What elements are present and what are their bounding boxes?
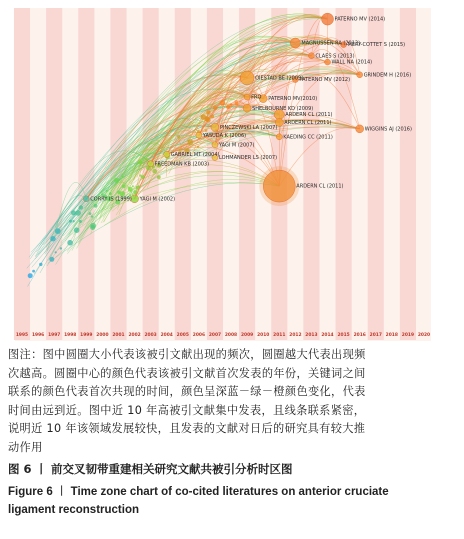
- year-tick-label: 2017: [369, 333, 382, 338]
- minor-node: [114, 178, 119, 183]
- node-label: YASUDA K (2006): [202, 132, 247, 139]
- figure-title-en-line: ligament reconstruction: [8, 504, 139, 516]
- year-tick-label: 2020: [417, 333, 431, 338]
- node-label: LOHMANDER LS (2007): [219, 155, 278, 162]
- node-label: MAGNUSSEN RA (2012): [301, 40, 361, 47]
- citation-node: [356, 125, 364, 133]
- node-label: CLAES S (2013): [315, 53, 355, 60]
- minor-node: [50, 236, 55, 241]
- year-tick-label: 2015: [337, 333, 350, 338]
- figure-note: [8, 346, 456, 458]
- year-tick-label: 2010: [257, 333, 270, 338]
- node-label: MERY-COTTET S (2015): [347, 42, 406, 49]
- year-tick-label: 2003: [144, 333, 157, 338]
- year-stripe: [78, 8, 94, 340]
- year-tick-label: 2014: [321, 333, 334, 338]
- year-tick-label: 2009: [240, 333, 254, 338]
- node-label: SHELBOURNE KD (2009): [252, 105, 314, 112]
- citation-node: [212, 142, 218, 148]
- minor-node: [90, 223, 96, 229]
- node-label: FREEDMAN KB (2003): [154, 161, 210, 168]
- citation-node: [83, 196, 89, 202]
- note-line: 联系的颜色代表首次共现的时间，颜色呈深蓝－绿－橙颜色变化，代表: [8, 385, 366, 399]
- minor-node: [55, 228, 61, 234]
- node-label: PATERNO MV(2010): [268, 96, 318, 103]
- minor-node: [32, 270, 35, 273]
- year-tick-label: 2016: [353, 333, 366, 338]
- year-tick-label: 2011: [273, 333, 286, 338]
- year-tick-label: 2001: [112, 333, 125, 338]
- note-line: 图注：图中圆圈大小代表该被引文献出现的频次，圆圈越大代表出现频: [8, 348, 366, 361]
- minor-node: [128, 187, 133, 192]
- minor-node: [205, 129, 208, 132]
- minor-node: [230, 103, 233, 106]
- minor-node: [139, 174, 141, 176]
- year-tick-label: 2004: [160, 333, 173, 338]
- node-label: ARDERN CL (2011): [296, 183, 344, 190]
- minor-node: [136, 186, 140, 190]
- node-label: KAEDING CC (2011): [283, 134, 333, 141]
- year-tick-label: 1995: [15, 333, 29, 338]
- year-tick-label: 2006: [192, 333, 206, 338]
- minor-node: [72, 220, 74, 222]
- citation-node: [244, 94, 250, 100]
- note-line: 时间由远到近。图中近 10 年高被引文献集中发表，且线条联系紧密，: [8, 403, 366, 417]
- citation-node: [276, 134, 282, 140]
- citation-node: [148, 161, 154, 167]
- note-line: 动作用: [8, 440, 43, 454]
- node-label: PATERNO MV (2014): [334, 16, 386, 23]
- minor-node: [79, 205, 83, 209]
- minor-node: [235, 101, 239, 105]
- minor-node: [94, 204, 98, 208]
- minor-node: [220, 100, 225, 105]
- citation-node: [164, 151, 170, 157]
- minor-node: [210, 115, 214, 119]
- minor-node: [152, 169, 157, 174]
- node-label: PINCZEWSKI LA (2007): [220, 124, 278, 131]
- minor-node: [91, 215, 93, 217]
- citation-node: [263, 170, 295, 202]
- note-line: 次越高。圆圈中心的颜色代表该被引文献首次发表的年份，关键词之间: [8, 366, 366, 380]
- minor-node: [145, 158, 148, 161]
- node-label: WIGGINS AJ (2016): [364, 126, 412, 133]
- minor-node: [71, 210, 76, 215]
- node-label: GRINDEM H (2016): [363, 72, 412, 79]
- minor-node: [74, 227, 80, 233]
- citation-node: [325, 59, 331, 65]
- node-label: PATERNO MV (2012): [299, 77, 351, 84]
- year-tick-label: 1999: [80, 333, 93, 338]
- figure-title-zh: 图 6 丨 前交叉韧带重建相关研究文献共被引分析时区图: [8, 462, 293, 476]
- citation-node: [308, 53, 314, 59]
- citation-node: [196, 132, 202, 138]
- node-label: WALL NA (2014): [331, 59, 373, 66]
- year-tick-label: 1998: [64, 333, 77, 338]
- minor-node: [206, 110, 211, 115]
- year-stripe: [14, 8, 30, 340]
- year-tick-label: 2005: [176, 333, 189, 338]
- year-tick-label: 2019: [401, 333, 415, 338]
- year-tick-label: 2013: [305, 333, 318, 338]
- year-tick-label: 2007: [208, 333, 222, 338]
- minor-node: [177, 135, 180, 138]
- year-stripe: [368, 8, 384, 340]
- year-tick-label: 2018: [385, 333, 398, 338]
- citation-node: [240, 71, 254, 85]
- minor-node: [89, 212, 92, 215]
- note-line: 说明近 10 年该领域发展较快，且发表的文献对日后的研究具有较大推: [8, 422, 366, 436]
- citation-node: [322, 13, 334, 25]
- node-label: CORRY IS (1999): [90, 196, 132, 203]
- year-tick-label: 1997: [48, 333, 61, 338]
- citation-node: [243, 104, 251, 112]
- minor-node: [109, 192, 112, 195]
- year-tick-label: 1996: [31, 333, 45, 338]
- minor-node: [201, 115, 203, 117]
- node-label: FRO: [251, 94, 262, 101]
- minor-node: [122, 176, 124, 178]
- figure-title-en: [8, 483, 456, 519]
- node-label: GABRIEL MT (2004): [170, 151, 220, 158]
- minor-node: [213, 105, 218, 110]
- node-label: OIESTAD BE (2009): [255, 75, 304, 82]
- minor-node: [106, 190, 108, 192]
- citation-node: [290, 38, 300, 48]
- minor-node: [28, 273, 33, 278]
- minor-node: [75, 210, 81, 216]
- minor-node: [55, 251, 57, 253]
- minor-node: [67, 240, 73, 246]
- year-tick-label: 2002: [128, 333, 141, 338]
- node-label: YAGI M (2007): [219, 142, 255, 149]
- year-stripe: [46, 8, 62, 340]
- minor-node: [226, 105, 230, 109]
- minor-node: [138, 160, 142, 164]
- minor-node: [197, 146, 199, 148]
- minor-node: [49, 257, 54, 262]
- citation-node: [357, 72, 363, 78]
- minor-node: [69, 220, 72, 223]
- minor-node: [122, 185, 126, 189]
- minor-node: [132, 185, 134, 187]
- minor-node: [157, 175, 161, 179]
- citation-node: [211, 123, 219, 131]
- minor-node: [60, 247, 62, 249]
- year-tick-label: 2000: [96, 333, 109, 338]
- minor-node: [133, 190, 137, 194]
- node-label: ARDERN CL (2011): [284, 120, 332, 127]
- minor-node: [39, 263, 42, 266]
- figure-title-en-line: Figure 6 ︱ Time zone chart of co-cited literatures on anterior cruciate: [8, 486, 389, 498]
- year-stripe: [400, 8, 416, 340]
- node-label: ARDERN CL (2011): [285, 112, 333, 119]
- minor-node: [79, 220, 82, 223]
- year-tick-label: 2012: [289, 333, 302, 338]
- minor-node: [187, 139, 193, 145]
- node-label: YAGI M (2002): [139, 196, 176, 203]
- year-tick-label: 2008: [224, 333, 238, 338]
